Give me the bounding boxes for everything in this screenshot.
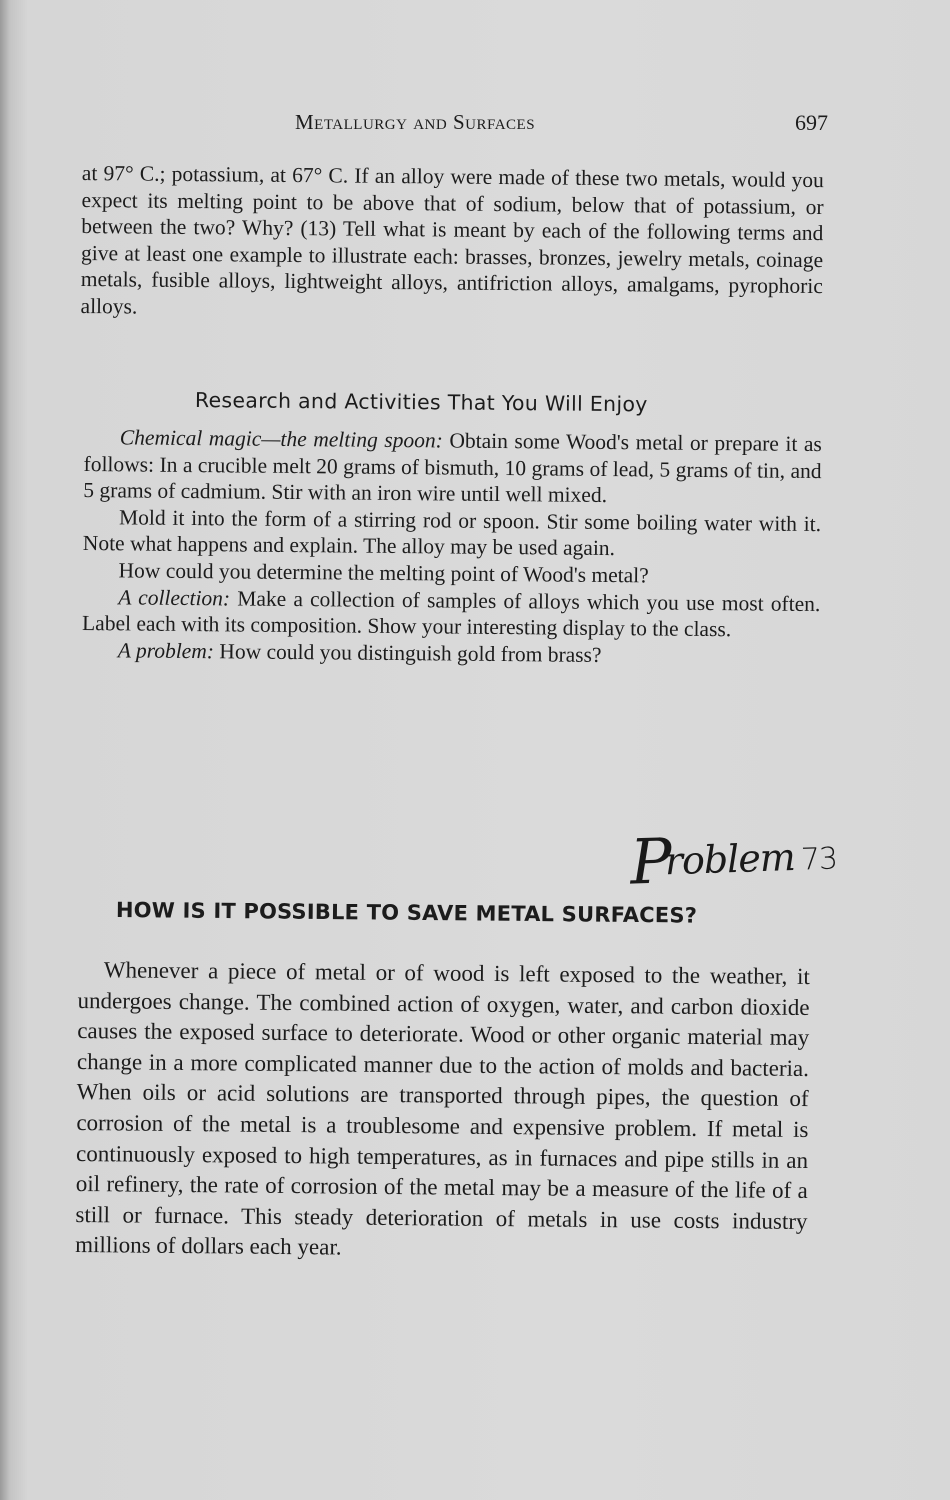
page-number: 697 bbox=[795, 110, 828, 135]
activity-label: A collection: bbox=[118, 584, 231, 610]
activity-label: A problem: bbox=[117, 638, 215, 664]
problem-heading: HOW IS IT POSSIBLE TO SAVE METAL SURFACES? bbox=[115, 898, 698, 928]
activity-melting-point-question: How could you determine the melting point of Wood's metal? bbox=[118, 558, 649, 588]
activity-text: Make a collection of samples of alloys which you use most often. Label each with its composition. Show your interesting display to the class. bbox=[81, 585, 821, 642]
activity-text: Obtain some Wood's metal or prepare it as follows: In a crucible melt 20 grams of bismuth, 10 grams of lead, 5 grams of tin, and 5 grams of cadmium. Stir with an iron wire until well mixed. bbox=[83, 428, 822, 508]
section-heading: Research and Activities That You Will Enjoy bbox=[194, 388, 648, 417]
problem-marker bbox=[629, 818, 838, 898]
body-text bbox=[75, 955, 810, 1268]
activity-collection bbox=[82, 584, 820, 644]
activity-text: How could you distinguish gold from brass? bbox=[213, 639, 602, 667]
activity-mold: Mold it into the form of a stirring rod or spoon. Stir some boiling water with it. Note what happens and explain. The alloy may be used again. bbox=[82, 505, 822, 561]
activity-melting-spoon bbox=[83, 424, 822, 511]
running-title: Metallurgy and Surfaces bbox=[295, 110, 536, 134]
problem-marker-number: 73 bbox=[800, 841, 838, 878]
running-head bbox=[90, 110, 828, 140]
problem-marker-initial: P bbox=[628, 824, 673, 899]
activity-label: Chemical magic—the melting spoon: bbox=[119, 425, 443, 453]
body-paragraph: Whenever a piece of metal or of wood is left exposed to the weather, it undergoes change. The combined action of oxygen, water, and carbon dioxide causes the exposed surface to deteriorate. Wood or other organic material may change in a more complicated manner due to the action of molds and bacteria. When oils or acid solutions are transported through pipes, the question of corrosion of the metal is a troublesome and expensive problem. If metal is continuously exposed to high temperatures, as in furnaces and pipe stills in an oil refinery, the rate of corrosion of the metal may be a measure of the life of a still or furnace. This steady deterioration of metals in use costs industry millions of dollars each year. bbox=[75, 957, 810, 1260]
questions-paragraph: at 97° C.; potassium, at 67° C. If an alloy were made of these two metals, would you expect its melting point to be above that of sodium, below that of potassium, or between the two? Why? (13) Tell what is meant by each of the following terms and give at least one example to illustrate each: brasses, bronzes, jewelry metals, coinage metals, fusible alloys, lightweight alloys, antifriction alloys, amalgams, pyrophoric alloys. bbox=[80, 160, 824, 319]
activities-block bbox=[82, 424, 822, 670]
problem-marker-word: roblem bbox=[664, 834, 796, 884]
questions-continued bbox=[80, 160, 823, 327]
